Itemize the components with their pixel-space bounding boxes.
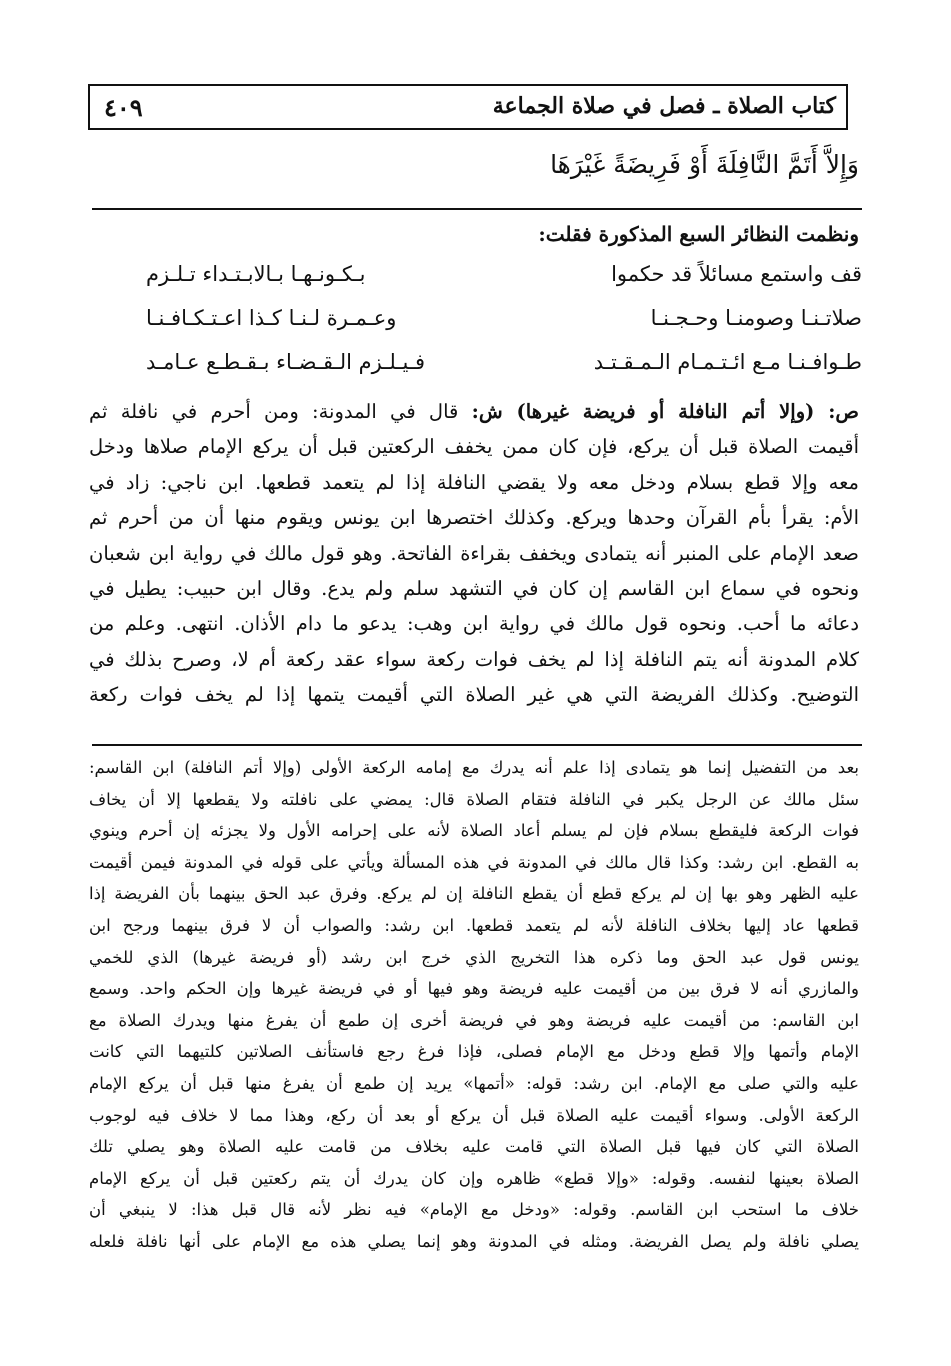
footnote-line: الإمام وأتمها وإلا قطع ودخل مع الإمام فصلى، فإذا فرغ رجع فاستأنف الصلاتين كلتيهما التي كانت: [89, 1042, 859, 1062]
footnote-line: خلاف ما استحب ابن القاسم. وقوله: «ودخل مع الإمام» فيه نظر لأنه قال قبل هذا: لا ينبغي أن: [89, 1200, 859, 1220]
poem-hemistich-left: بـكـونـهـا بـالابـتـداء تـلـزم: [146, 262, 366, 286]
body-line: [89, 394, 859, 429]
body-line: الأم: يقرأ بأم القرآن وحدها ويركع. وكذلك اختصرها ابن يونس ويقوم منها أن من أحرم ثم: [89, 506, 859, 530]
poem-hemistich-left: فـيـلـزم الـقـضـاء بـقـطـع عـامـد: [146, 350, 426, 374]
footnote-line: يصلي نافلة ولم يصل الفريضة. ومثله في المدونة وهو إنما يصلي هذه مع الإمام على أنها نافلة فلعله: [89, 1231, 859, 1251]
poem-hemistich-right: قف واستمع مسائلاً قد حكموا: [611, 262, 862, 286]
body-line: ونحوه في سماع ابن القاسم إن كان في التشهد سلم ولم يدع. وقال ابن حبيب: يطيل في: [89, 577, 859, 601]
body-line: معه وإلا قطع بسلام ودخل معه ولا يقضي النافلة إذا لم يتعمد قطعها. ابن ناجي: زاد في: [89, 470, 859, 494]
header-title: كتاب الصلاة ـ فصل في صلاة الجماعة: [492, 93, 836, 119]
footnote-divider: [92, 744, 862, 746]
commentary-body: [89, 394, 859, 713]
body-line: أقيمت الصلاة قبل أن يركع، فإن كان ممن يخفف الركعتين قبل أن يركع الإمام صلاها ودخل: [89, 435, 859, 459]
commentary-lead: ص: (وإلا أتم النافلة أو فريضة غيرها) ش:: [471, 400, 859, 423]
footnote-line: فوات الركعة فليقطع بسلام فإن لم يسلم أعاد الصلاة لأنه على إحرامه الأول ولا يجزئه إن أحرم وينوي: [89, 821, 859, 841]
body-line: التوضيح. وكذلك الفريضة التي هي غير الصلاة التي أقيمت يتمها إذا لم يخف فوات ركعة: [89, 683, 859, 707]
poem: [92, 262, 862, 394]
footnote-line: ابن القاسم: من أقيمت عليه فريضة وهو في فريضة أخرى إن طمع أن يفرغ منها ويدرك الصلاة مع: [89, 1010, 859, 1030]
poem-hemistich-right: طـوافـنـا مـع ائـتـمـام الـمـقـتـد: [593, 350, 862, 374]
footnote-line: الصلاة التي كان فيها قبل الصلاة التي قامت عليه بخلاف من قامت عليه الصلاة وهو يصلي تلك: [89, 1137, 859, 1157]
matn-text: وَإِلاَّ أَتَمَّ النَّافِلَةَ أَوْ فَرِيضَةً غَيْرَهَا: [550, 150, 859, 179]
body-line: صعد الإمام على المنبر أنه يتمادى ويخفف بقراءة الفاتحة. وهو قول مالك في رواية ابن شعبان: [89, 541, 859, 565]
body-line-text: قال في المدونة: ومن أحرم في نافلة ثم: [89, 400, 472, 423]
footnote-line: يونس قول عبد الحق وما ذكره هذا التخريج الذي خرج ابن رشد (أو فريضة غيرها) الذي للخمي: [89, 947, 859, 967]
body-line: دعائه ما أحب. ونحوه قول مالك في رواية ابن وهب: يدعو ما دام الأذان. انتهى. وعلم من: [89, 612, 859, 636]
poem-verse: [92, 350, 862, 394]
footnote-line: سئل مالك عن الرجل يكبر في النافلة فتقام الصلاة قال: يمضي على نافلته ولا يقطعها إلا أن يخاف: [89, 789, 859, 809]
poem-verse: [92, 306, 862, 350]
footnote-line: والمازري أنه لا فرق بين من أقيمت عليه فريضة وهو فيها أو في فريضة غيرها وإن الحكم واحد. وسمع: [89, 979, 859, 999]
footnote-section: [89, 752, 859, 1258]
running-header: [88, 84, 848, 130]
footnote-line: الركعة الأولى. وسواء أقيمت عليه الصلاة قبل أن يركع أو بعد أن ركع، وهذا مما لا خلاف فيه لوجوب: [89, 1105, 859, 1125]
page-number: ٤٠٩: [104, 93, 143, 122]
divider-top: [92, 208, 862, 210]
poem-intro: ونظمت النظائر السبع المذكورة فقلت:: [538, 222, 859, 246]
footnote-line: عليه الظهر وهو بها إن لم يركع قطع أن يقطع النافلة إن لم يركع. وفرق عبد الحق بينهما بأن الفريضة إذا: [89, 884, 859, 904]
poem-verse: [92, 262, 862, 306]
poem-hemistich-right: صلاتـنـا وصومنـا وحـجـنـا: [650, 306, 862, 330]
body-line: كلام المدونة أنه يتم النافلة إذا لم يخف فوات ركعة سواء عقد ركعة أم لا، وصرح بذلك في: [89, 647, 859, 671]
poem-hemistich-left: وعـمـرة لـنـا كـذا اعـتـكـافـنـا: [146, 306, 397, 330]
footnote-line: عليه والتي صلى مع الإمام. ابن رشد: قوله: «أتمها» يريد إن طمع أن يفرغ منها قبل أن يركع الإمام: [89, 1073, 859, 1093]
footnote-line: الصلاة بعينها لنفسه. وقوله: «وإلا قطع» ظاهره وإن كان يدرك أن يتم ركعتين قبل أن يركع الإمام: [89, 1168, 859, 1188]
footnote-line: بعد من التفضيل إنما هو يتمادى إذا علم أنه يدرك مع إمامه الركعة الأولى (وإلا أتم النافلة) ابن القاسم:: [89, 758, 859, 777]
footnote-line: قطعها عاد إليها بخلاف النافلة لأنه لم يتعمد قطعها. ابن رشد: والصواب أن لا فرق بينهما ورجح ابن: [89, 915, 859, 935]
footnote-line: به القطع. ابن رشد: وكذا قال مالك في المدونة في هذه المسألة ويأتي على قوله في المدونة فيمن أقيمت: [89, 852, 859, 872]
